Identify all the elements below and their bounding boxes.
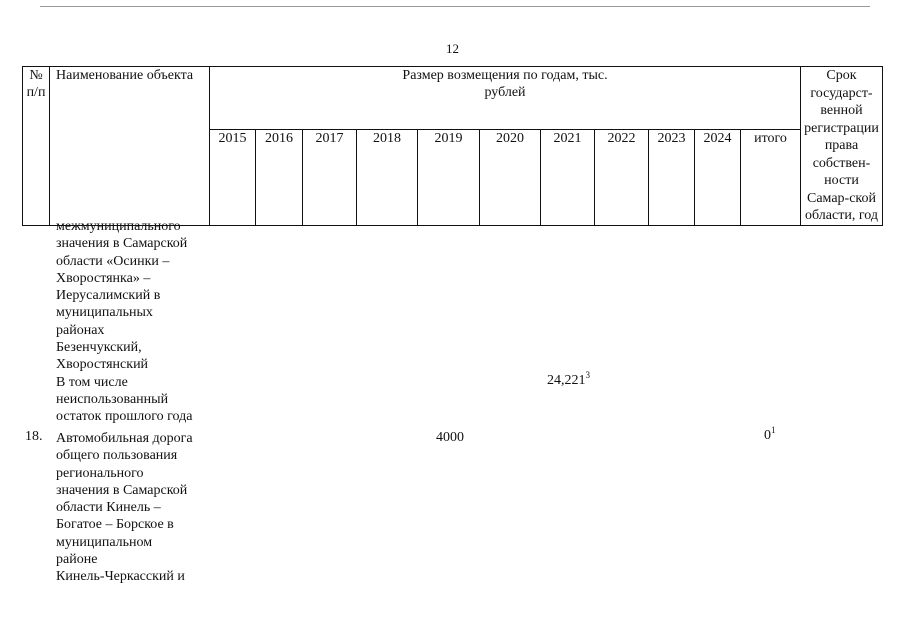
name-line: Богатое – Борское в — [56, 517, 174, 533]
continuation-name — [56, 218, 192, 426]
header-name-cell — [50, 67, 210, 226]
year-label: 2015 — [218, 131, 247, 147]
header-term-label: Срок государст-венной регистрации права собствен-ности Самар-ской области, год — [804, 68, 879, 223]
year-header-cell — [210, 130, 256, 225]
name-line: Иерусалимский в — [56, 288, 161, 304]
footnote-mark: 3 — [585, 370, 590, 380]
header-table — [22, 66, 883, 226]
name-line: остаток прошлого года — [56, 409, 193, 425]
name-line: Хворостянка» – — [56, 270, 151, 286]
name-line: области Кинель – — [56, 500, 161, 516]
name-line: Кинель-Черкасский и — [56, 569, 185, 585]
year-label: 2018 — [373, 131, 401, 147]
year-label: 2016 — [265, 131, 293, 147]
footnote-mark: 1 — [771, 425, 776, 435]
year-header-cell — [303, 130, 357, 225]
continuation-value-2021 — [547, 370, 590, 389]
year-header-cell — [357, 130, 418, 225]
year-header-cell — [595, 130, 649, 225]
name-line: районе — [56, 552, 98, 568]
name-line: муниципальных — [56, 305, 153, 321]
name-line: Хворостянский — [56, 357, 149, 373]
name-line: В том числе — [56, 374, 128, 390]
year-label: 2019 — [434, 131, 463, 147]
year-header-cell — [695, 130, 741, 225]
year-label: 2022 — [607, 131, 636, 147]
name-line: Автомобильная дорога — [56, 431, 193, 446]
name-line: неиспользованный — [56, 391, 169, 407]
row18-value-total — [764, 425, 776, 444]
year-label: 2021 — [553, 131, 582, 147]
page-number: 12 — [446, 41, 459, 56]
name-line: муниципальном — [56, 534, 153, 550]
year-label: итого — [754, 131, 787, 147]
year-header-cell — [418, 130, 480, 225]
row18-value-2019: 4000 — [436, 430, 464, 445]
name-line: Безенчукский, — [56, 340, 142, 356]
year-label: 2017 — [315, 131, 344, 147]
year-label: 2023 — [657, 131, 686, 147]
name-line: межмуниципального — [56, 219, 181, 234]
row18-name — [56, 430, 193, 586]
value-2021: 24,221 — [547, 373, 586, 388]
header-num-cell — [23, 67, 50, 226]
year-header-cell — [741, 130, 801, 225]
year-header-cell — [256, 130, 303, 225]
header-num-label: № п/п — [26, 68, 46, 100]
name-line: регионального — [56, 465, 144, 481]
name-line: общего пользования — [56, 448, 178, 464]
name-line: значения в Самарской — [56, 236, 188, 252]
year-header-cell — [541, 130, 595, 225]
year-label: 2020 — [496, 131, 524, 147]
table-header — [22, 66, 883, 226]
name-line: значения в Самарской — [56, 482, 188, 498]
value-total: 0 — [764, 428, 771, 443]
top-rule — [40, 6, 870, 7]
header-term-cell — [801, 67, 883, 226]
year-header-cell — [480, 130, 541, 225]
header-amount-cell — [210, 67, 801, 130]
header-name-label: Наименование объекта — [56, 68, 194, 83]
header-amount-label: Размер возмещения по годам, тыс. рублей — [402, 68, 608, 100]
name-line: области «Осинки – — [56, 253, 170, 269]
year-header-cell — [649, 130, 695, 225]
year-label: 2024 — [703, 131, 732, 147]
row-number: 18. — [25, 429, 43, 444]
name-line: районах — [56, 322, 105, 338]
